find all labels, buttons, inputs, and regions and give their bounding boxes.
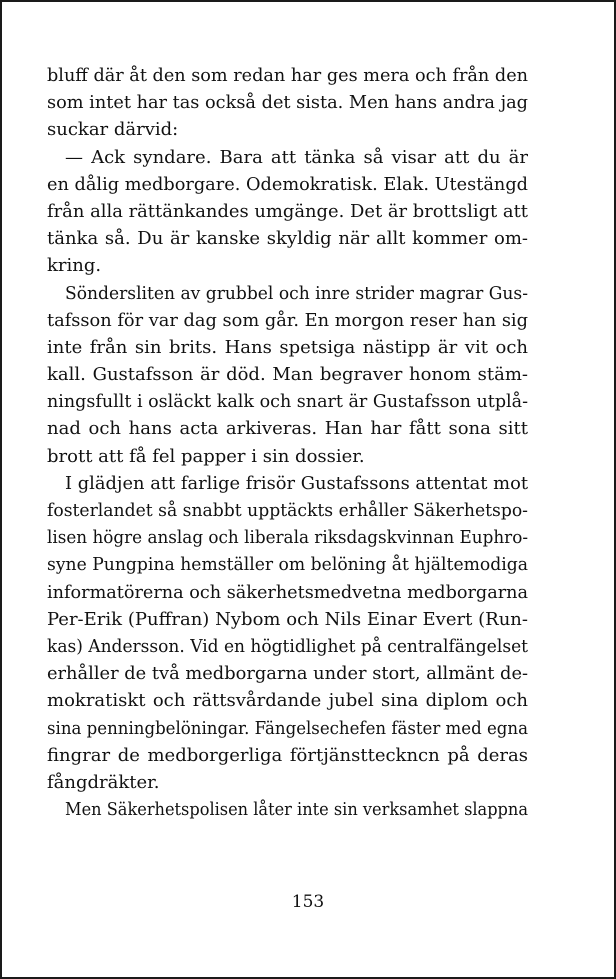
text-line: som intet har tas också det sista. Men hans andra jag (47, 92, 528, 114)
text-line: kring. (47, 255, 102, 277)
text-line: Söndersliten av grubbel och inre strider magrar Gus- (65, 282, 528, 304)
text-line: ningsfullt i osläckt kalk och snart är Gustafsson utplå- (47, 391, 528, 413)
text-line: fångdräkter. (47, 771, 160, 793)
text-line: lisen högre anslag och liberala riksdagskvinnan Euphro- (47, 527, 528, 549)
text-line: en dålig medborgare. Odemokratisk. Elak. Utestängd (47, 173, 528, 195)
text-line: kall. Gustafsson är död. Man begraver honom stäm- (47, 364, 528, 386)
page-number: 153 (291, 892, 325, 912)
text-line: fosterlandet så snabbt upptäckts erhåller Säkerhetspo- (47, 500, 528, 521)
text-line: inte från sin brits. Hans spetsiga nästipp är vit och (47, 336, 528, 358)
text-line: tänka så. Du är kanske skyldig när allt kommer om- (47, 228, 528, 250)
scan-border-top (0, 0, 616, 2)
text-line: fingrar de medborgerliga förtjänstteckncn på deras (47, 744, 528, 766)
text-line: tafsson för var dag som går. En morgon reser han sig (47, 309, 528, 331)
text-line: sina penningbelöningar. Fängelsechefen fäster med egna (47, 717, 528, 739)
text-line: syne Pungpina hemställer om belöning åt hjältemodiga (47, 554, 528, 576)
text-line: Men Säkerhetspolisen låter inte sin verksamhet slappna (65, 799, 528, 821)
text-line: erhåller de två medborgarna under stort, allmänt de- (47, 663, 528, 685)
text-line: brott att få fel papper i sin dossier. (47, 445, 365, 467)
text-line: mokratiskt och rättsvårdande jubel sina diplom och (47, 690, 528, 712)
text-line: — Ack syndare. Bara att tänka så visar att du är (65, 146, 528, 168)
text-line: informatörerna och säkerhetsmedvetna medborgarna (47, 581, 528, 603)
text-line: bluff där åt den som redan har ges mera och från den (47, 65, 528, 86)
text-line: nad och hans acta arkiveras. Han har fått sona sitt (47, 418, 528, 440)
body-text (47, 62, 528, 823)
text-line: från alla rättänkandes umgänge. Det är brottsligt att (47, 200, 528, 222)
text-line: I glädjen att farlige frisör Gustafssons attentat mot (65, 472, 528, 494)
text-line: suckar därvid: (47, 119, 179, 141)
text-line: Per-Erik (Puffran) Nybom och Nils Einar Evert (Run- (47, 608, 528, 630)
text-line: kas) Andersson. Vid en högtidlighet på centralfängelset (47, 635, 528, 657)
scan-border-left (0, 0, 2, 979)
